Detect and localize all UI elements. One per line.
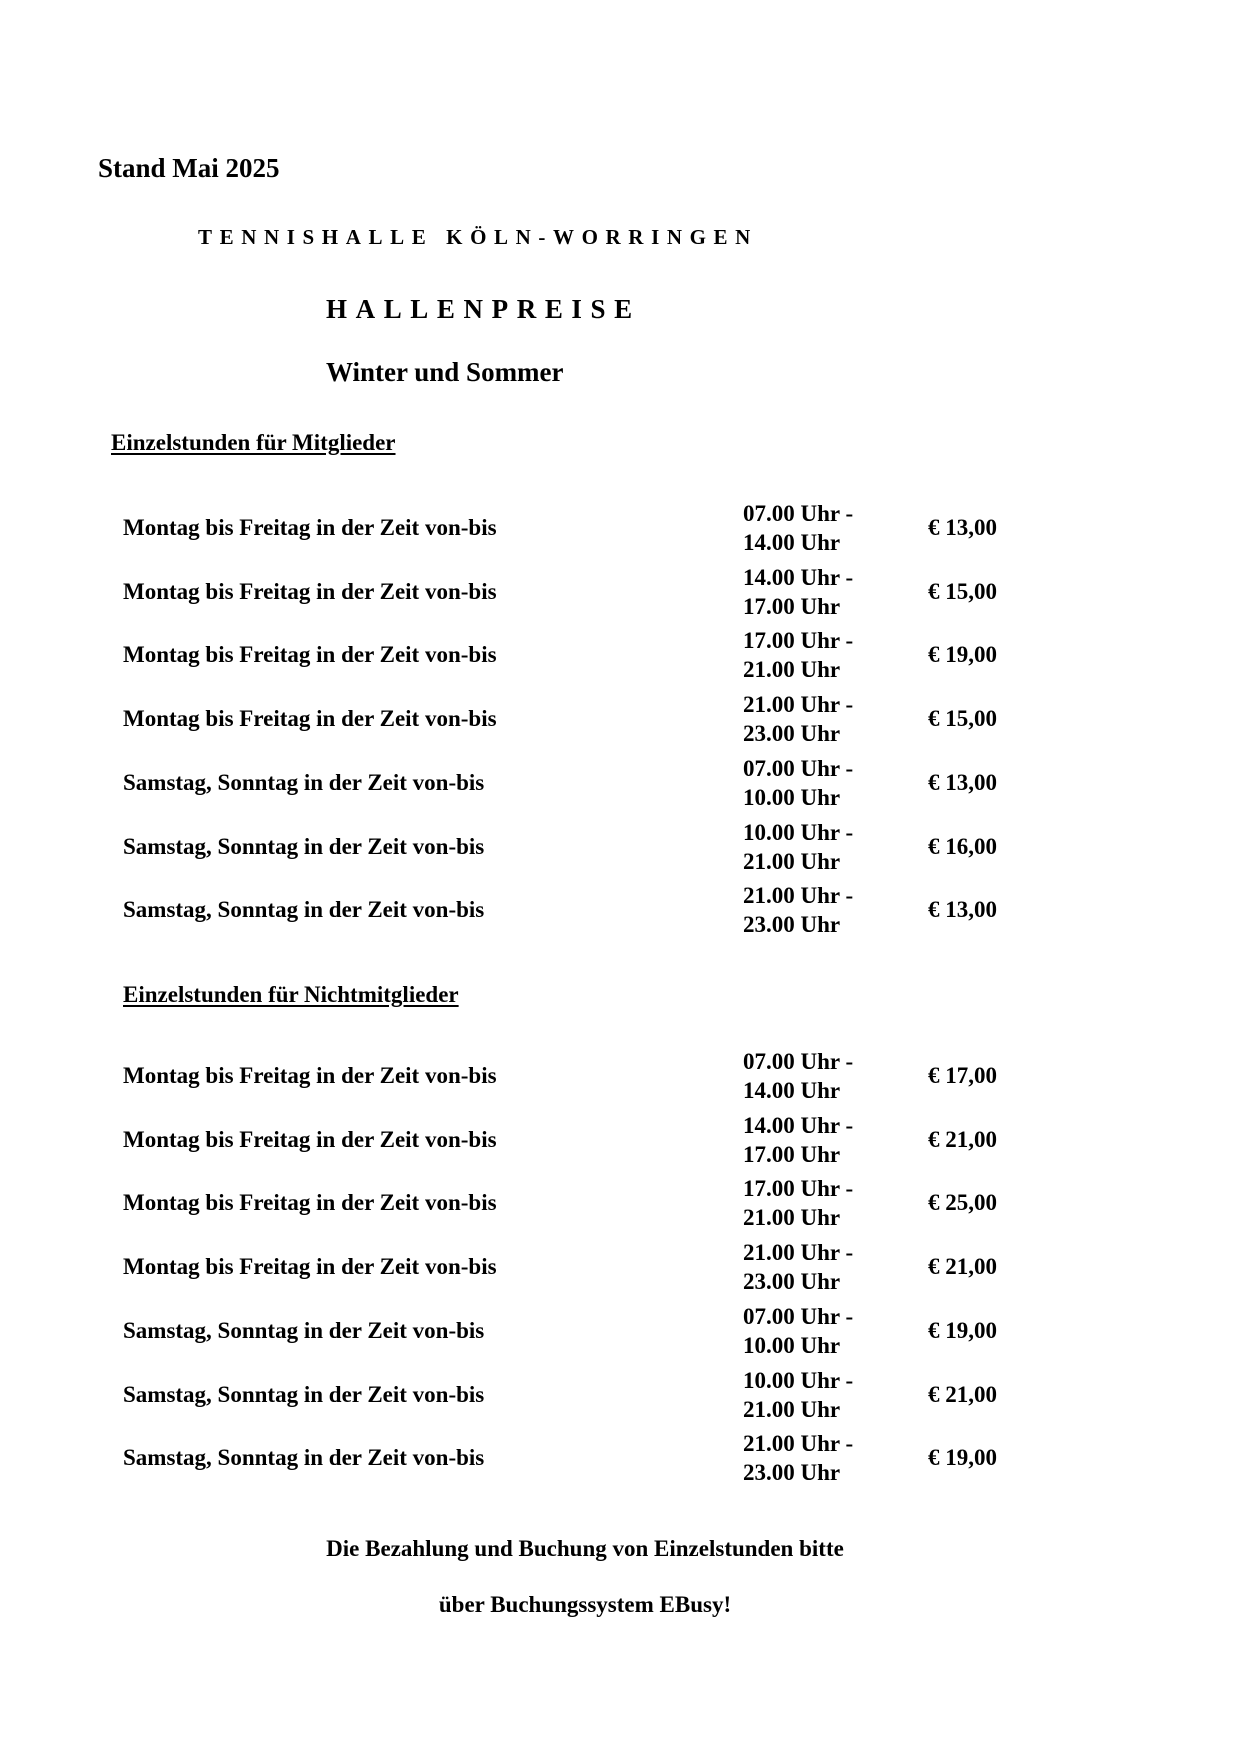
page-title: HALLENPREISE [326, 294, 641, 324]
price-row [0, 880, 1240, 938]
time-from: 07.00 Uhr - [743, 755, 854, 781]
time-to: 10.00 Uhr [743, 784, 841, 810]
time-from: 17.00 Uhr - [743, 1176, 854, 1202]
price-row [0, 1110, 1240, 1168]
price-value: € 13,00 [928, 515, 997, 540]
time-from: 17.00 Uhr - [743, 628, 854, 654]
time-range [743, 754, 853, 812]
price-value: € 16,00 [928, 833, 997, 859]
price-row [0, 625, 1240, 683]
time-from: 10.00 Uhr - [743, 1367, 854, 1393]
day-label: Montag bis Freitag in der Zeit von-bis [123, 1126, 497, 1152]
time-from: 14.00 Uhr - [743, 564, 854, 590]
price-value: € 19,00 [928, 1445, 997, 1471]
time-to: 23.00 Uhr [743, 1269, 841, 1295]
time-to: 23.00 Uhr [743, 721, 841, 747]
members-section-heading: Einzelstunden für Mitglieder [111, 430, 396, 455]
time-from: 07.00 Uhr - [743, 501, 854, 526]
price-value: € 19,00 [928, 642, 997, 668]
day-label: Samstag, Sonntag in der Zeit von-bis [123, 1445, 485, 1471]
price-row [0, 1237, 1240, 1295]
day-label: Montag bis Freitag in der Zeit von-bis [123, 1063, 497, 1088]
time-range [743, 690, 853, 748]
time-from: 14.00 Uhr - [743, 1112, 854, 1138]
price-row [0, 817, 1240, 875]
day-label: Samstag, Sonntag in der Zeit von-bis [123, 769, 485, 795]
price-row [0, 689, 1240, 747]
time-to: 17.00 Uhr [743, 1141, 841, 1167]
day-label: Samstag, Sonntag in der Zeit von-bis [123, 1317, 485, 1343]
time-from: 21.00 Uhr - [743, 1431, 854, 1457]
price-value: € 15,00 [928, 578, 997, 604]
price-value: € 21,00 [928, 1126, 997, 1152]
document-date: Stand Mai 2025 [98, 153, 280, 183]
price-row [0, 753, 1240, 811]
price-value: € 19,00 [928, 1317, 997, 1343]
time-from: 21.00 Uhr - [743, 692, 854, 718]
day-label: Montag bis Freitag in der Zeit von-bis [123, 706, 497, 732]
time-to: 14.00 Uhr [743, 530, 841, 555]
price-row [0, 498, 1240, 556]
season-subtitle: Winter und Sommer [326, 357, 564, 387]
day-label: Montag bis Freitag in der Zeit von-bis [123, 578, 497, 604]
time-range [743, 1238, 853, 1296]
time-range [743, 1302, 853, 1360]
time-from: 21.00 Uhr - [743, 883, 854, 909]
time-to: 14.00 Uhr [743, 1078, 841, 1103]
time-from: 10.00 Uhr - [743, 819, 854, 845]
price-value: € 15,00 [928, 706, 997, 732]
time-range [743, 1047, 853, 1105]
time-range [743, 881, 853, 939]
time-from: 07.00 Uhr - [743, 1303, 854, 1329]
day-label: Samstag, Sonntag in der Zeit von-bis [123, 1381, 485, 1407]
time-to: 21.00 Uhr [743, 1396, 841, 1422]
price-row [0, 1046, 1240, 1104]
time-range [743, 1111, 853, 1169]
price-row [0, 562, 1240, 620]
price-row [0, 1365, 1240, 1423]
time-to: 17.00 Uhr [743, 593, 841, 619]
price-value: € 13,00 [928, 897, 997, 923]
time-range [743, 818, 853, 876]
price-row [0, 1301, 1240, 1359]
time-to: 10.00 Uhr [743, 1332, 841, 1358]
nonmembers-section-heading: Einzelstunden für Nichtmitglieder [123, 982, 459, 1007]
price-value: € 21,00 [928, 1254, 997, 1280]
day-label: Samstag, Sonntag in der Zeit von-bis [123, 897, 485, 923]
price-value: € 21,00 [928, 1381, 997, 1407]
payment-note-line-2: über Buchungssystem EBusy! [438, 1592, 732, 1617]
time-to: 21.00 Uhr [743, 848, 841, 874]
price-row [0, 1173, 1240, 1231]
price-value: € 17,00 [928, 1063, 997, 1088]
time-to: 23.00 Uhr [743, 1460, 841, 1486]
time-range [743, 499, 853, 557]
day-label: Montag bis Freitag in der Zeit von-bis [123, 1254, 497, 1280]
venue-title: TENNISHALLE KÖLN-WORRINGEN [198, 225, 758, 249]
time-range [743, 626, 853, 684]
time-to: 21.00 Uhr [743, 657, 841, 683]
payment-note-line-1: Die Bezahlung und Buchung von Einzelstunden bitte [326, 1536, 844, 1561]
time-range [743, 563, 853, 621]
day-label: Samstag, Sonntag in der Zeit von-bis [123, 833, 485, 859]
time-range [743, 1174, 853, 1232]
price-value: € 13,00 [928, 769, 997, 795]
price-row [0, 1428, 1240, 1486]
day-label: Montag bis Freitag in der Zeit von-bis [123, 515, 497, 540]
day-label: Montag bis Freitag in der Zeit von-bis [123, 1190, 497, 1216]
price-value: € 25,00 [928, 1190, 997, 1216]
time-to: 21.00 Uhr [743, 1205, 841, 1231]
time-range [743, 1366, 853, 1424]
time-to: 23.00 Uhr [743, 912, 841, 938]
day-label: Montag bis Freitag in der Zeit von-bis [123, 642, 497, 668]
time-from: 21.00 Uhr - [743, 1240, 854, 1266]
time-from: 07.00 Uhr - [743, 1049, 854, 1074]
time-range [743, 1429, 853, 1487]
